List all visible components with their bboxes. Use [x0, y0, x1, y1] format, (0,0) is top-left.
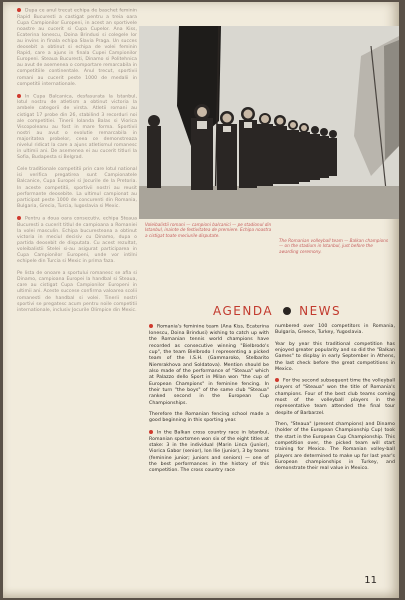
bullet-icon	[149, 324, 153, 328]
section-heading	[213, 304, 341, 318]
news-paragraph: Therefore the Romanian fencing school made a good beginning in this sporting year.	[149, 411, 269, 424]
left-column-text	[17, 8, 137, 593]
bullet-icon	[17, 8, 21, 12]
page-number: 11	[364, 575, 377, 586]
news-paragraph: For the second subsequent time the volleyball players of "Steaua" won the title of Romania's champions. Four of the best club teams coming most of the volleyball players in the representative team attended the final tour despite of Barbarzel.	[275, 378, 395, 416]
left-paragraph: Dupa ce anul trecut echipa de baschet feminin Rapid Bucuresti a castigat pentru a treia oara Cupa Campionilor Europeni, in acest an sportivele noastre au cucerit si Cupa Cupelor. Ana Kiss, Ecaterina Ionescu, Doina Brindusi si colegele lor au invins in finala echipa Slavia Praga. Un succes deosebit a obtinut si echipa de volei feminin Rapid, care a ajuns in finala Cupei Campionilor Europeni. Steaua Bucuresti, Dinamo si Politehnica au avut de asemenea o comportare remarcabila in competitiile continentale. Anul trecut, sportivii romani au cucerit peste 1000 de medalii in competitii internationale.	[17, 8, 137, 87]
photo-caption-romanian: Voleibalistii romani — campioni balcanici — pe stadionul din Istanbul, inainte de festivitatea de premiere. Echipa noastra a cistigat toate meciurile disputate.	[145, 222, 272, 238]
heading-dot-icon	[283, 307, 291, 315]
heading-agenda: AGENDA	[213, 304, 274, 318]
team-photo	[139, 26, 399, 219]
news-paragraph: Then, "Steaua" (present champions) and Dinamo (holder of the European Championship Cup) took the start in the European Cup Championship. This competition over, the picked team will start training for Mexico. The Romanian volley-ball players are determined to make up for last year's European championships in Turkey, and demonstrate their real value in Mexico.	[275, 421, 395, 472]
bullet-icon	[149, 430, 153, 434]
news-column-middle	[149, 324, 269, 480]
news-paragraph: Romania's feminine team (Ana Kiss, Ecaterina Ionescu, Doina Brindusi) wishing to catch up with the Romanian tennis world champions have recorded as consecutive winning "Bielbrodo's cup", the team Bielbrodo I representing a picked team of the I.S.H. (Gammaroko, Stelbarito Niemrakhova and Soldatova). Mention should be also made of the performance of "Steaua" which at Palazzo dello Sport in Milan won "the cup of European Champions" in feminine fencing. In their turn "the boys" of the same club "Steaua" ranked second in the European Cup Championships.	[149, 324, 269, 406]
bullet-icon	[275, 378, 279, 382]
photo-caption-english: The Romanian volleyball team — Balkan champions — on the stadium in Istanbul, just before the awarding ceremony.	[279, 238, 389, 254]
news-paragraph: Year by year this traditional competition has enjoyed greater popularity and so did the "Balkan Games" to display in early September in Athens, the last check before the great competitions in Mexico.	[275, 341, 395, 373]
news-column-right	[275, 324, 395, 478]
left-paragraph: In Cupa Balcanica, desfasurata la Istanbul, lotul nostru de atletism a obtinut victoria la ambele categorii de virsta. Atletii romani au cistigat 17 probe din 26, stabilind 3 recorduri noi ale competitiei. Tinerii Iolanda Balas si Viorica Viscopoleanu au fost in mare forma. Sportivii nostri au avut o evolutie remarcabila in majoritatea probelor, ceea ce demonstreaza nivelul ridicat la care a ajuns atletismul romanesc in ultimii ani. De asemenea ei au cucerit titluri la Sofia, Budapesta si Belgrad.	[17, 94, 137, 161]
heading-news: NEWS	[299, 304, 342, 318]
bullet-icon	[17, 216, 21, 220]
news-paragraph: numbered over 100 competitors in Romania, Bulgaria, Greece, Turkey, Yugoslavia.	[275, 324, 395, 336]
team-photo-illustration	[139, 26, 399, 219]
left-paragraph: Pentru a doua oara consecutiv, echipa Steaua Bucuresti a cucerit titlul de campioana a Romaniei la volei masculin. Echipa bucuresteana a obtinut victoria in meciul decisiv cu Dinamo, dupa o partida deosebit de disputata. Cu acest rezultat, voleibalistii Stelei si-au asigurat participarea in Cupa Campionilor Europeni, unde vor intilni echipele din Turcia si Mexic in prima faza.	[17, 216, 137, 265]
news-paragraph: In the Balkan cross country race in Istanbul, Romanian sportsmen won six of the eight titles at stake: 3 in the individual (Marin Linca (junior), Viorica Gabor (senior), Ion Ilie (junior), 3 by teams (feminine junior; juniors and seniors) — one of the best performances in the history of this competition. The cross country race	[149, 430, 269, 474]
magazine-page	[3, 2, 399, 598]
left-paragraph: Cele traditionale competitii prin care lotul national isi verifica pregatirea sunt Campionatele Balcanice, Cupa Europei si Jocurile de la Pretoria. In aceste competitii, sportivii nostri au reusit performante deosebite. La ultimul campionat au participat peste 1000 de concurenti din Romania, Bulgaria, Grecia, Turcia, Iugoslavia si Mexic.	[17, 167, 137, 209]
bullet-icon	[17, 94, 21, 98]
left-paragraph: Pe lista de onoare a sportului romanesc se afla si Dinamo, campioana Europei la handbal si Steaua, care au cistigat Cupa Campionilor Europeni in ultimii ani. Aceste succese confirma valoarea scolii romanesti de handbal si volei. Tinerii nostri sportivi se pregatesc acum pentru noile competitii internationale, inclusiv Jocurile Olimpice din Mexic.	[17, 271, 137, 313]
